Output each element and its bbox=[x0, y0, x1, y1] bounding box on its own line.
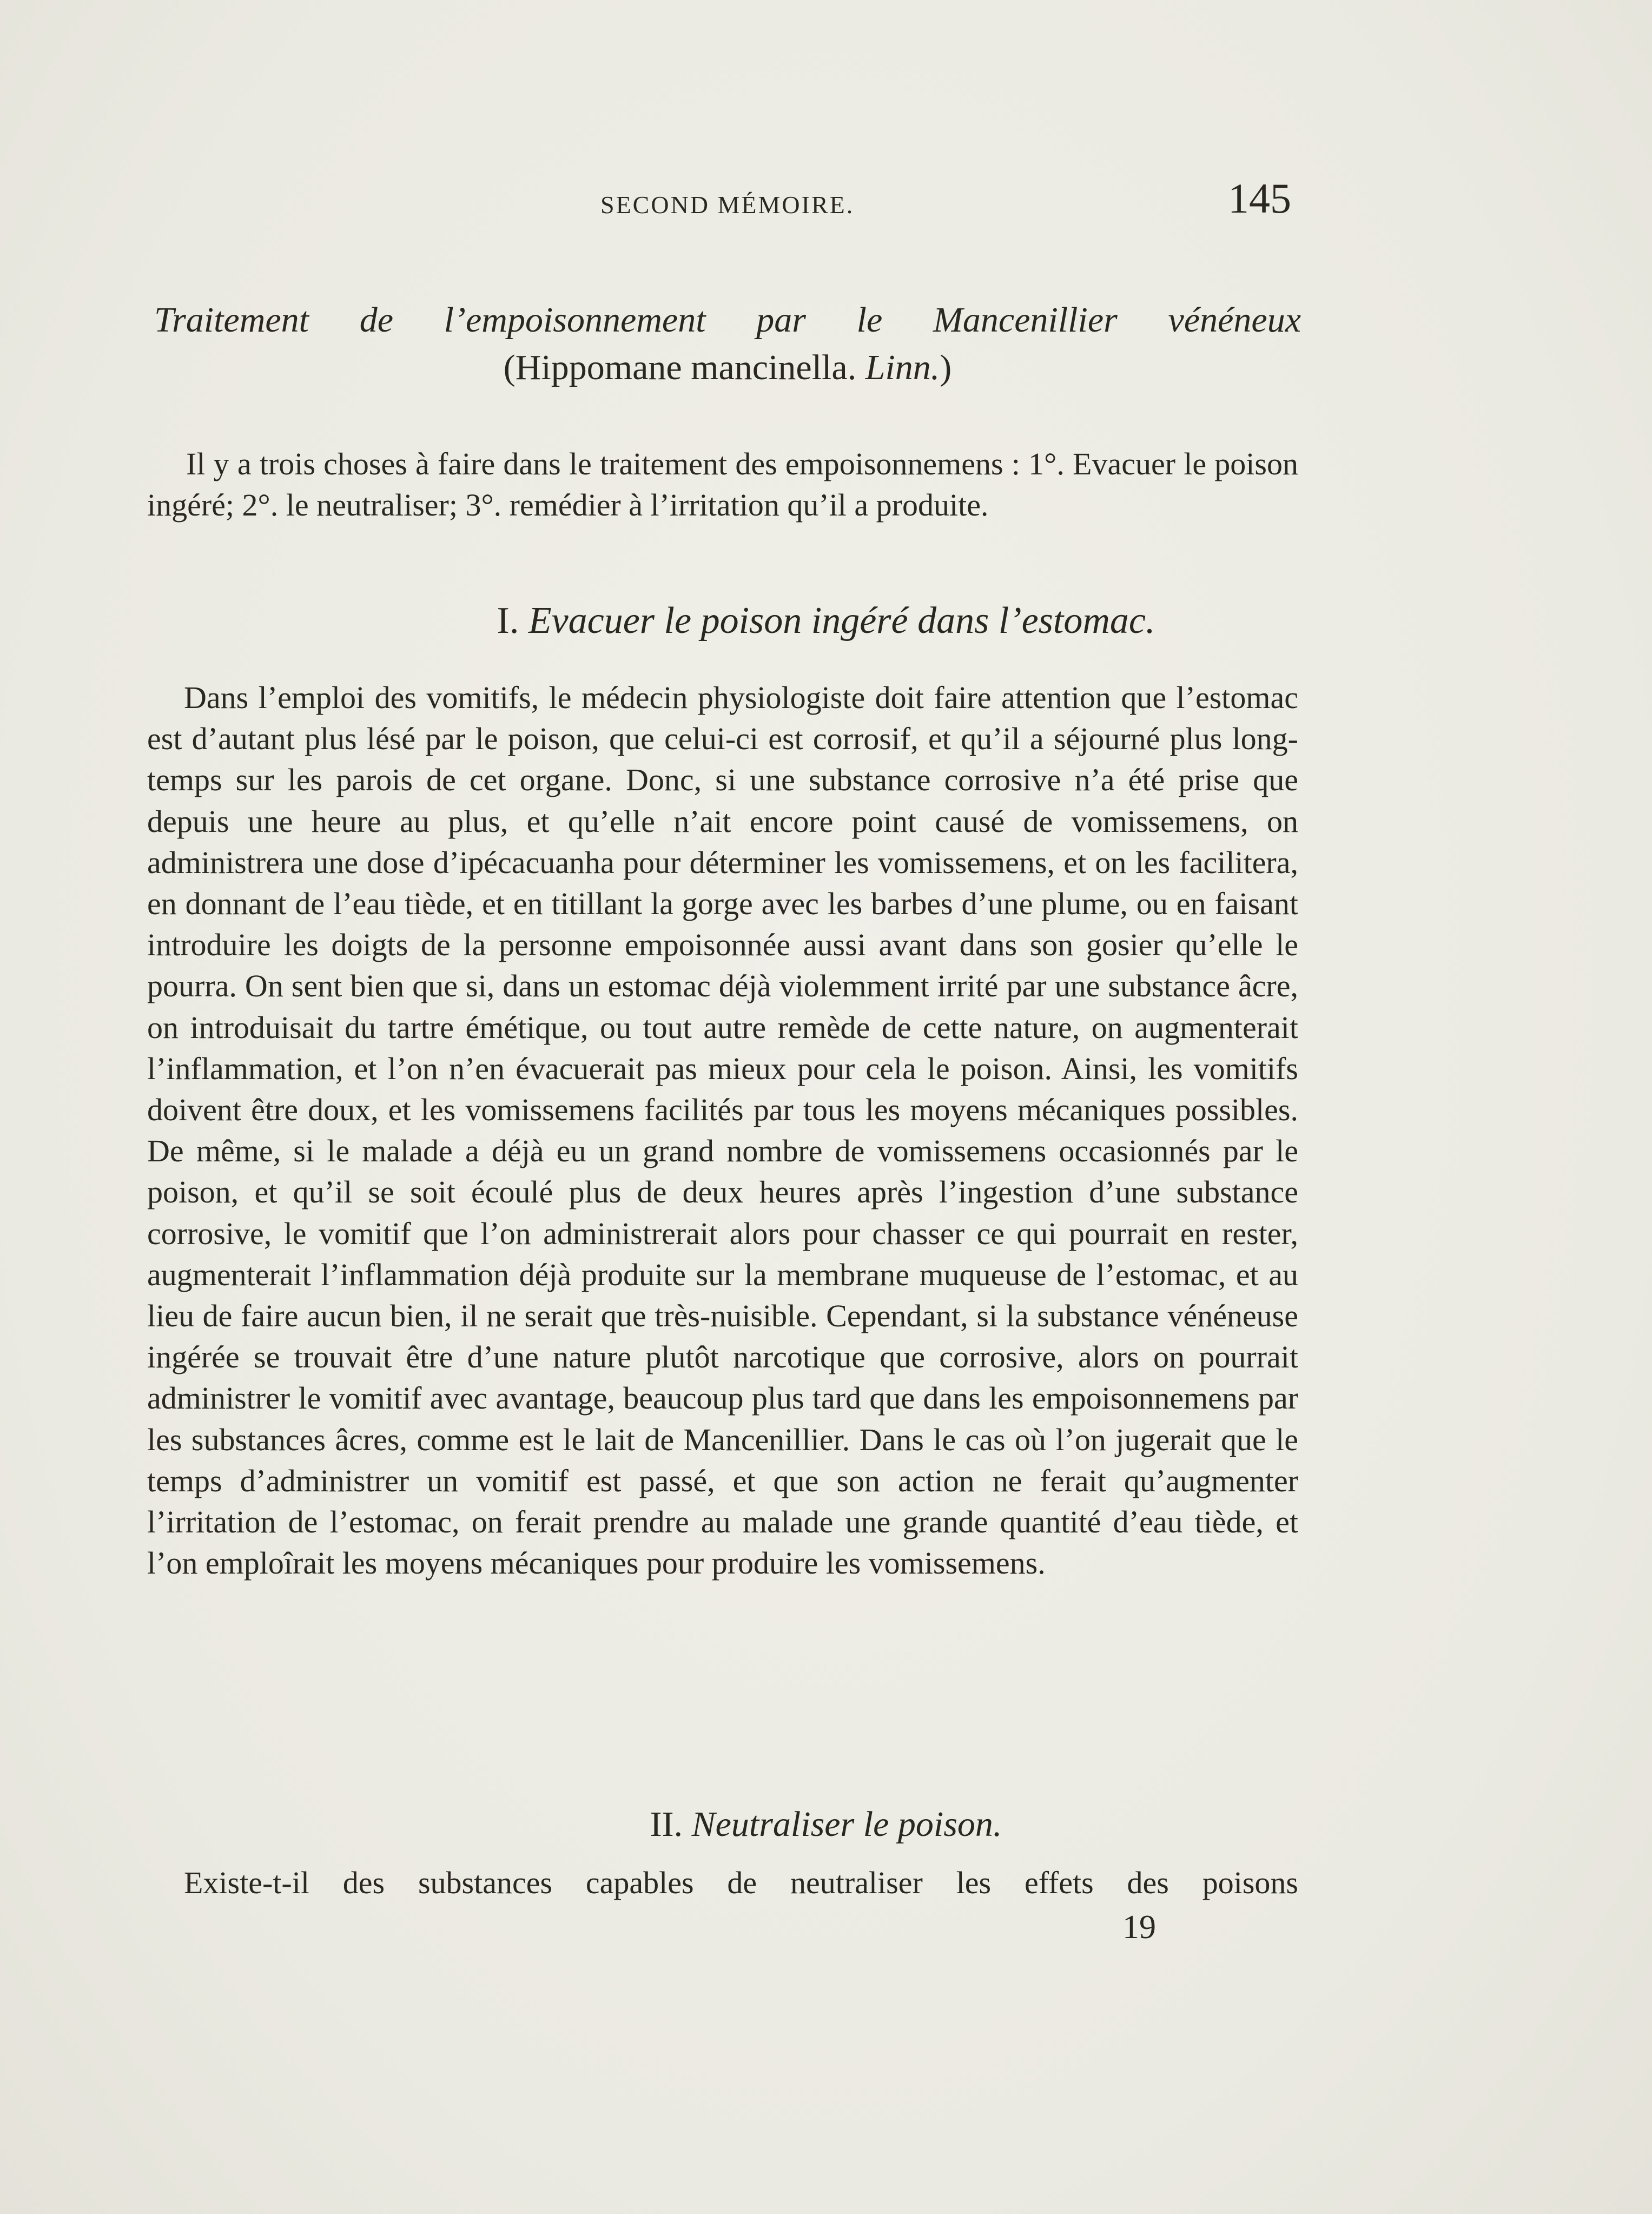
section-1-number: I. bbox=[497, 600, 519, 642]
title-line-2-roman: (Hippomane mancinella. bbox=[503, 348, 865, 387]
page-number: 145 bbox=[1228, 175, 1291, 222]
section-1-heading bbox=[0, 599, 1652, 643]
section-1-title: Evacuer le poison ingéré dans l’estomac. bbox=[528, 600, 1155, 642]
title-line-2 bbox=[154, 344, 1301, 392]
title-line-2-close: ) bbox=[940, 348, 952, 387]
chapter-title bbox=[154, 296, 1301, 392]
section-2-paragraph: Existe-t-il des substances capables de neutraliser les effets des poisons bbox=[184, 1865, 1298, 1900]
signature-mark: 19 bbox=[1122, 1909, 1156, 1946]
title-line-1: Traitement de l’empoisonnement par le Mancenillier vénéneux bbox=[154, 300, 1301, 340]
section-2-heading bbox=[0, 1804, 1652, 1845]
title-line-2-italic: Linn. bbox=[865, 348, 940, 387]
section-1-paragraph: Dans l’emploi des vomitifs, le médecin physiologiste doit faire attention que l’estomac est d’autant plus lésé par le poison, que celui-ci est corrosif, et qu’il a séjourné plus long-temps sur les parois de cet organe. Donc, si une substance corrosive n’a été prise que depuis une heure au plus, et qu’elle n’ait encore point causé de vomissemens, on administrera une dose d’ipécacuanha pour déterminer les vomissemens, et on les facilitera, en donnant de l’eau tiède, et en titillant la gorge avec les barbes d’une plume, ou en faisant introduire les doigts de la personne empoisonnée aussi avant dans son gosier qu’elle le pourra. On sent bien que si, dans un estomac déjà violemment irrité par une substance âcre, on introduisait du tartre émétique, ou tout autre remède de cette nature, on augmenterait l’inflammation, et l’on n’en évacuerait pas mieux pour cela le poison. Ainsi, les vomitifs doivent être doux, et les vomissemens facilités par tous les moyens mécaniques possibles. De même, si le malade a déjà eu un grand nombre de vomissemens occasionnés par le poison, et qu’il se soit écoulé plus de deux heures après l’ingestion d’une substance corrosive, le vomitif que l’on administrerait alors pour chasser ce qui pourrait en rester, augmenterait l’inflammation déjà produite sur la membrane muqueuse de l’estomac, et au lieu de faire aucun bien, il ne serait que très-nuisible. Cependant, si la substance vénéneuse ingérée se trouvait être d’une nature plutôt narcotique que corrosive, alors on pourrait administrer le vomitif avec avantage, beaucoup plus tard que dans les empoisonnemens par les substances âcres, comme est le lait de Mancenillier. Dans le cas où l’on jugerait que le temps d’administrer un vomitif est passé, et que son action ne ferait qu’augmenter l’irritation de l’estomac, on ferait prendre au malade une grande quantité d’eau tiède, et l’on emploîrait les moyens mécaniques pour produire les vomissemens. bbox=[147, 680, 1298, 1581]
running-head: SECOND MÉMOIRE. bbox=[600, 191, 855, 219]
intro-paragraph: Il y a trois choses à faire dans le traitement des empoisonnemens : 1°. Evacuer le poison ingéré; 2°. le neutraliser; 3°. remédier à l’irritation qu’il a produite. bbox=[147, 446, 1298, 523]
section-2-title: Neutraliser le poison. bbox=[691, 1805, 1002, 1844]
section-2-number: II. bbox=[650, 1805, 683, 1844]
